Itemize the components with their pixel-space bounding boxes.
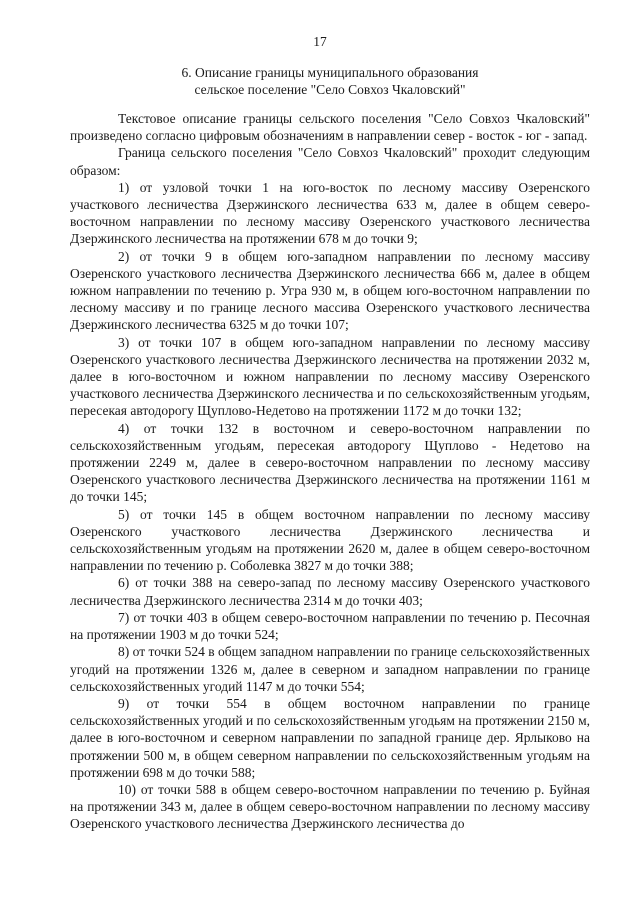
section-heading-line-1: 6. Описание границы муниципального образования — [181, 65, 479, 80]
paragraph-item-9: 9) от точки 554 в общем восточном направлении по границе сельскохозяйственных угодий и по сельскохозяйственным угодьям на протяжении 2150 м, далее в юго-восточном и северном направлении по западной границе дер. Ярлыково на протяжении 500 м, в общем северном направлении по сельскохозяйственным угодьям на протяжении 698 м до точки 588; — [70, 695, 590, 780]
section-heading-line-2: сельское поселение "Село Совхоз Чкаловский" — [194, 82, 466, 97]
page-number: 17 — [313, 34, 327, 49]
paragraph-intro: Текстовое описание границы сельского поселения "Село Совхоз Чкаловский" произведено согласно цифровым обозначениям в направлении север - восток - юг - запад. — [70, 111, 590, 144]
paragraph-boundary-lead: Граница сельского поселения "Село Совхоз Чкаловский" проходит следующим образом: — [70, 145, 590, 178]
section-heading — [70, 64, 590, 98]
paragraph-item-1: 1) от узловой точки 1 на юго-восток по лесному массиву Озеренского участкового лесничества Дзержинского лесничества 633 м, далее в общем северо-восточном направлении по лесному массиву Озеренского участкового лесничества Дзержинского лесничества на протяжении 678 м до точки 9; — [70, 179, 590, 247]
paragraph-item-3: 3) от точки 107 в общем юго-западном направлении по лесному массиву Озеренского участкового лесничества Дзержинского лесничества на протяжении 2032 м, далее в юго-восточном и южном направлении по лесному массиву Озеренского участкового лесничества Дзержинского лесничества и по сельскохозяйственным угодьям, пересекая автодорогу Щуплово-Недетово на протяжении 1172 м до точки 132; — [70, 334, 590, 419]
paragraph-item-6: 6) от точки 388 на северо-запад по лесному массиву Озеренского участкового лесничества Дзержинского лесничества 2314 м до точки 403; — [70, 575, 590, 608]
paragraph-item-7: 7) от точки 403 в общем северо-восточном направлении по течению р. Песочная на протяжении 1903 м до точки 524; — [70, 609, 590, 643]
paragraph-item-8: 8) от точки 524 в общем западном направлении по границе сельскохозяйственных угодий на протяжении 1326 м, далее в северном и западном направлении по границе сельскохозяйственных угодий 1147 м до точки 554; — [70, 644, 590, 694]
document-body — [70, 110, 590, 833]
paragraph-item-10: 10) от точки 588 в общем северо-восточном направлении по течению р. Буйная на протяжении 343 м, далее в общем северо-восточном направлении по лесному массиву Озеренского участкового лесничества Дзержинского лесничества до — [70, 781, 590, 832]
paragraph-item-4: 4) от точки 132 в восточном и северо-восточном направлении по сельскохозяйственным угодьям, пересекая автодорогу Щуплово - Недетово на протяжении 2249 м, далее в северо-восточном направлении по лесному массиву Озеренского участкового лесничества Дзержинского лесничества на протяжении 1161 м до точки 145; — [70, 420, 590, 505]
paragraph-item-2: 2) от точки 9 в общем юго-западном направлении по лесному массиву Озеренского участкового лесничества Дзержинского лесничества 666 м, далее в общем южном направлении по течению р. Угра 930 м, в общем юго-восточном направлении по лесному массиву и по границе лесного массива Озеренского участкового лесничества Дзержинского лесничества 6325 м до точки 107; — [70, 248, 590, 333]
paragraph-item-5: 5) от точки 145 в общем восточном направлении по лесному массиву Озеренского участкового лесничества Дзержинского лесничества и сельскохозяйственным угодьям на протяжении 2620 м, далее в общем северо-восточном направлении по течению р. Соболевка 3827 м до точки 388; — [70, 506, 590, 574]
